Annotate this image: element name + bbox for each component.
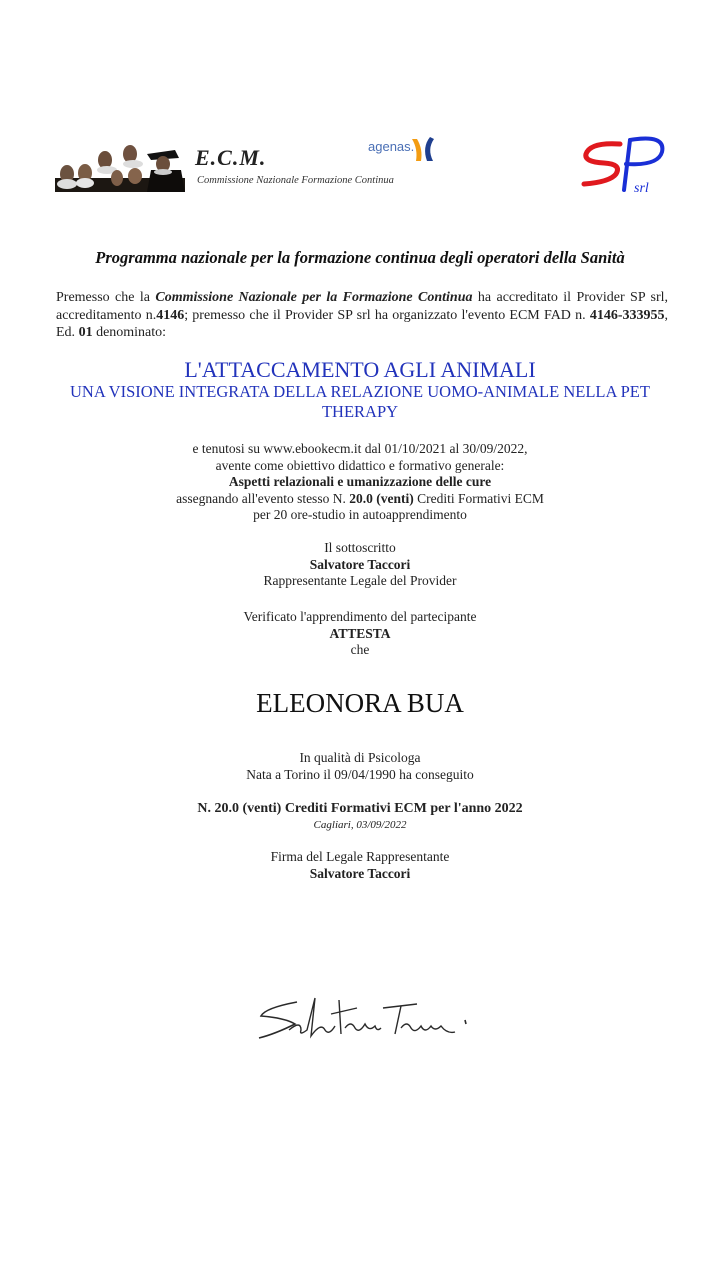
awarded-credits: N. 20.0 (venti) Crediti Formativi ECM per l'anno 2022	[197, 801, 523, 816]
event-title: L'ATTACCAMENTO AGLI ANIMALI	[184, 357, 536, 382]
credits-line-suffix: Crediti Formativi ECM	[413, 490, 544, 506]
attesta-label: ATTESTA	[329, 625, 391, 641]
event-number: 4146-333955	[589, 307, 665, 323]
ecm-logo-subtitle: Commissione Nazionale Formazione Continua	[197, 175, 394, 186]
study-hours-line: per 20 ore-studio in autoapprendimento	[253, 507, 467, 522]
premesso-text-3: ; premesso che il Provider SP srl ha organizzato l'evento ECM FAD n.	[184, 307, 590, 323]
accreditation-number: 4146	[156, 307, 185, 323]
participant-details	[0, 750, 720, 783]
attestation-block	[0, 609, 720, 659]
place-date: Cagliari, 03/09/2022	[313, 818, 407, 831]
programme-title: Programma nazionale per la formazione continua degli operatori della Sanità	[95, 248, 625, 267]
ecm-logo-title: E.C.M.	[195, 145, 267, 170]
agenas-logo-text: agenas.	[368, 139, 415, 154]
premesso-paragraph	[56, 289, 668, 342]
signatory-block	[0, 540, 720, 590]
signatory-intro: Il sottoscritto	[324, 540, 396, 555]
premesso-text-4: , Ed.	[56, 307, 668, 340]
signatory-name: Salvatore Taccori	[309, 556, 411, 572]
event-subtitle: UNA VISIONE INTEGRATA DELLA RELAZIONE UOMO-ANIMALE NELLA PET THERAPY	[70, 382, 650, 421]
objective-text: Aspetti relazionali e umanizzazione delle cure	[228, 474, 492, 489]
objective-intro: avente come obiettivo didattico e formativo generale:	[215, 457, 505, 473]
edition-number: 01	[78, 325, 93, 340]
premesso-text-1: Premesso che la	[56, 290, 156, 305]
agenas-logo-icon	[410, 135, 436, 163]
signature-label-block	[0, 849, 720, 882]
sp-srl-logo-icon	[580, 130, 675, 200]
award-block	[0, 801, 720, 832]
premesso-text-5: denominato:	[92, 325, 167, 340]
participant-birth: Nata a Torino il 09/04/1990 ha conseguito	[246, 766, 474, 782]
participant-qualification: In qualità di Psicologa	[299, 750, 421, 765]
credits-line-prefix: assegnando all'evento stesso N.	[176, 490, 350, 506]
signatory-role: Rappresentante Legale del Provider	[263, 573, 457, 588]
signature-label: Firma del Legale Rappresentante	[270, 849, 450, 864]
credits-count: 20.0 (venti)	[349, 490, 414, 506]
che-label: che	[350, 642, 370, 657]
signature-name: Salvatore Taccori	[309, 865, 411, 881]
premesso-text-2: ha accreditato il Provider SP srl, accreditamento n.	[56, 290, 668, 323]
commission-name: Commissione Nazionale per la Formazione Continua	[155, 290, 473, 305]
certificate-header	[55, 125, 675, 205]
sp-logo-srl-text: srl	[634, 181, 649, 196]
anatomy-lesson-painting-icon	[55, 140, 185, 192]
attestation-intro: Verificato l'apprendimento del partecipante	[243, 609, 477, 624]
event-title-block	[0, 358, 720, 422]
event-details	[0, 441, 720, 524]
credits-line	[0, 491, 720, 508]
participant-name: ELEONORA BUA	[256, 688, 464, 718]
handwritten-signature-icon	[255, 990, 475, 1050]
event-dates-line: e tenutosi su www.ebookecm.it dal 01/10/2021 al 30/09/2022,	[192, 441, 528, 456]
